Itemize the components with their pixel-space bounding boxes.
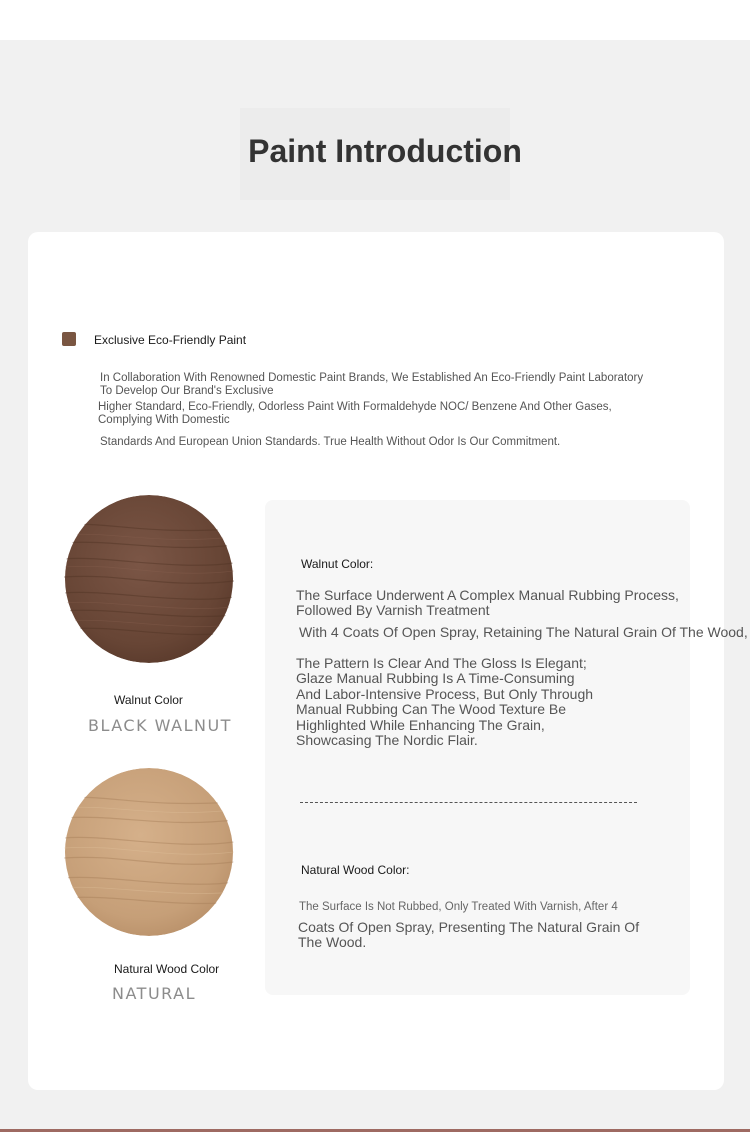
intro-line: Standards And European Union Standards. True Health Without Odor Is Our Commitment. bbox=[100, 436, 561, 448]
dashed-divider bbox=[300, 802, 637, 803]
walnut-wood-swatch bbox=[64, 495, 234, 663]
walnut-desc-line: Followed By Varnish Treatment bbox=[296, 602, 490, 618]
section-heading: Exclusive Eco-Friendly Paint bbox=[94, 333, 247, 347]
intro-line: Complying With Domestic bbox=[98, 414, 230, 426]
walnut-swatch-label: Walnut Color bbox=[114, 693, 183, 707]
walnut-color-title: Walnut Color: bbox=[301, 557, 374, 571]
walnut-desc-line: Highlighted While Enhancing The Grain, bbox=[296, 717, 545, 733]
walnut-desc-line: With 4 Coats Of Open Spray, Retaining The Natural Grain Of The Wood, bbox=[299, 624, 748, 640]
intro-line: To Develop Our Brand's Exclusive bbox=[100, 385, 274, 397]
natural-color-title: Natural Wood Color: bbox=[301, 863, 410, 877]
natural-swatch-sublabel: NATURAL bbox=[112, 984, 196, 1003]
page-title: Paint Introduction bbox=[248, 133, 522, 169]
walnut-grain-graphic bbox=[64, 495, 234, 663]
natural-grain-graphic bbox=[64, 768, 234, 936]
intro-line: In Collaboration With Renowned Domestic Paint Brands, We Established An Eco-Friendly Paint Laboratory bbox=[100, 372, 644, 384]
top-bar bbox=[0, 0, 750, 40]
intro-line: Higher Standard, Eco-Friendly, Odorless Paint With Formaldehyde NOC/ Benzene And Other Gases, bbox=[98, 401, 612, 413]
natural-desc-line: Coats Of Open Spray, Presenting The Natural Grain Of bbox=[298, 919, 640, 935]
walnut-swatch-sublabel: BLACK WALNUT bbox=[88, 716, 232, 735]
heading-color-swatch bbox=[62, 332, 76, 346]
walnut-desc-line: Glaze Manual Rubbing Is A Time-Consuming bbox=[296, 670, 575, 686]
natural-desc-line: The Surface Is Not Rubbed, Only Treated With Varnish, After 4 bbox=[299, 901, 618, 913]
walnut-desc-line: The Surface Underwent A Complex Manual Rubbing Process, bbox=[296, 587, 679, 603]
natural-desc-line: The Wood. bbox=[298, 934, 367, 950]
walnut-desc-line: Manual Rubbing Can The Wood Texture Be bbox=[296, 701, 567, 717]
natural-wood-swatch bbox=[64, 768, 234, 936]
walnut-desc-line: The Pattern Is Clear And The Gloss Is Elegant; bbox=[296, 655, 587, 671]
walnut-desc-line: And Labor-Intensive Process, But Only Through bbox=[296, 686, 594, 702]
walnut-desc-line: Showcasing The Nordic Flair. bbox=[296, 732, 478, 748]
natural-swatch-label: Natural Wood Color bbox=[114, 962, 220, 976]
